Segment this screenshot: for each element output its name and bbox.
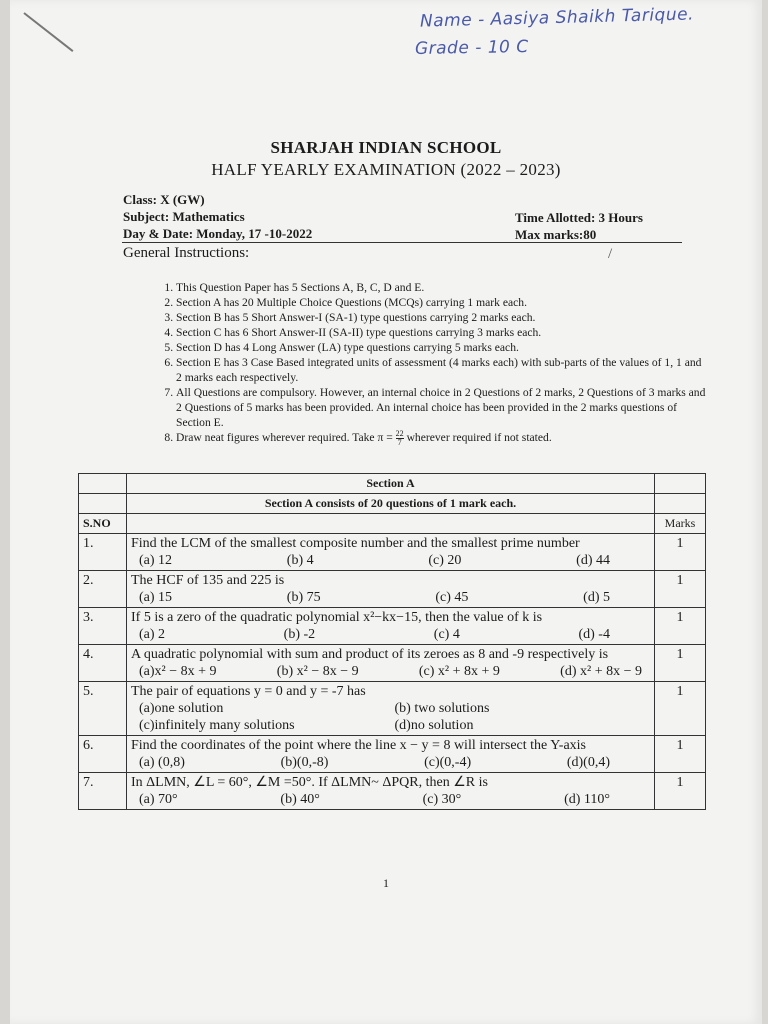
instruction-item: 4. Section C has 6 Short Answer-II (SA-II) type questions carrying 3 marks each. (176, 325, 706, 340)
options-row (131, 589, 650, 606)
question-number: 3. (79, 608, 127, 645)
option: (d) 44 (576, 553, 610, 568)
handwritten-grade: Grade - 10 C (414, 37, 529, 59)
question-marks: 1 (655, 608, 706, 645)
instruction-item: 2. Section A has 20 Multiple Choice Questions (MCQs) carrying 1 mark each. (176, 295, 706, 310)
options-row (131, 663, 650, 680)
instruction-item: 5. Section D has 4 Long Answer (LA) type questions carrying 5 marks each. (176, 340, 706, 355)
header-blank (127, 514, 655, 534)
instruction-8-text: Draw neat figures wherever required. Take π = (176, 431, 393, 445)
option: (d)(0,4) (566, 755, 610, 770)
question-cell (127, 571, 655, 608)
options-row (131, 791, 650, 808)
class-label: Class: X (GW) (123, 192, 205, 207)
question-marks: 1 (655, 571, 706, 608)
section-subtitle: Section A consists of 20 questions of 1 mark each. (127, 494, 655, 514)
school-name: SHARJAH INDIAN SCHOOL (270, 138, 502, 157)
option: (b) 75 (286, 590, 321, 605)
option: (b) x² − 8x − 9 (276, 664, 359, 679)
pi-fraction (396, 430, 404, 447)
time-allotted: Time Allotted: 3 Hours (515, 210, 643, 225)
question-row (79, 608, 706, 645)
option: (d) 110° (564, 792, 610, 807)
option: (c) x² + 8x + 9 (418, 664, 500, 679)
question-text: In ΔLMN, ∠L = 60°, ∠M =50°. If ΔLMN~ ΔPQR, then ∠R is (131, 775, 488, 790)
section-a-table (78, 473, 706, 810)
option: (c)(0,-4) (424, 755, 472, 770)
option: (d) 5 (583, 590, 610, 605)
option: (c) 30° (422, 792, 462, 807)
question-text: If 5 is a zero of the quadratic polynomial x²−kx−15, then the value of k is (131, 610, 543, 625)
instruction-item: 3. Section B has 5 Short Answer-I (SA-1) type questions carrying 2 marks each. (176, 310, 706, 325)
question-marks: 1 (655, 645, 706, 682)
header-blank (655, 494, 706, 514)
option: (c)infinitely many solutions (139, 718, 295, 733)
marks-header: Marks (655, 514, 706, 534)
question-number: 6. (79, 736, 127, 773)
question-cell (127, 682, 655, 736)
question-cell (127, 773, 655, 810)
sno-header: S.NO (79, 514, 127, 534)
question-row (79, 645, 706, 682)
question-row (79, 773, 706, 810)
instruction-8-tail: wherever required if not stated. (406, 431, 552, 445)
option: (a)one solution (139, 701, 224, 716)
options-grid (131, 700, 650, 734)
question-number: 1. (79, 534, 127, 571)
option: (a) 12 (139, 553, 173, 568)
instruction-item: 6. Section E has 3 Case Based integrated units of assessment (4 marks each) with sub-parts of the values of 1, 1 and 2 marks each respectively. (176, 355, 706, 385)
question-text: Find the LCM of the smallest composite number and the smallest prime number (131, 536, 580, 551)
option: (a) (0,8) (139, 755, 185, 770)
header-blank (79, 494, 127, 514)
pen-stroke (23, 12, 73, 52)
exam-paper (10, 0, 762, 1024)
instruction-item: 1. This Question Paper has 5 Sections A, B, C, D and E. (176, 280, 706, 295)
question-marks: 1 (655, 682, 706, 736)
subject-label: Subject: Mathematics (123, 209, 245, 224)
option: (b) 40° (280, 792, 320, 807)
fraction-numerator: 22 (395, 429, 404, 438)
question-marks: 1 (655, 534, 706, 571)
option: (c) 45 (435, 590, 469, 605)
max-marks: Max marks:80 (515, 227, 597, 242)
question-row (79, 534, 706, 571)
question-cell (127, 736, 655, 773)
option: (a) 2 (139, 627, 166, 642)
question-text: Find the coordinates of the point where the line x − y = 8 will intersect the Y-axis (131, 738, 586, 753)
option: (a) 70° (139, 792, 178, 807)
options-row (131, 552, 650, 569)
question-row (79, 736, 706, 773)
general-instructions-heading: General Instructions: (123, 245, 250, 261)
question-number: 5. (79, 682, 127, 736)
question-text: The pair of equations y = 0 and y = -7 has (131, 684, 366, 699)
question-number: 2. (79, 571, 127, 608)
option: (b)(0,-8) (280, 755, 329, 770)
option: (b) two solutions (394, 701, 490, 716)
option: (b) -2 (283, 627, 316, 642)
question-cell (127, 608, 655, 645)
option: (d) -4 (578, 627, 610, 642)
instructions-list (150, 280, 706, 447)
question-cell (127, 645, 655, 682)
option: (d)no solution (394, 718, 474, 733)
options-row (131, 754, 650, 771)
page-number: 1 (383, 876, 389, 890)
section-title: Section A (127, 474, 655, 494)
option: (d) x² + 8x − 9 (560, 664, 642, 679)
question-marks: 1 (655, 773, 706, 810)
question-text: A quadratic polynomial with sum and product of its zeroes as 8 and -9 respectively is (131, 647, 609, 662)
question-marks: 1 (655, 736, 706, 773)
exam-title: HALF YEARLY EXAMINATION (2022 – 2023) (211, 160, 561, 179)
question-row (79, 571, 706, 608)
day-date-label: Day & Date: Monday, 17 -10-2022 (123, 226, 313, 241)
instruction-item: 7. All Questions are compulsory. However, an internal choice in 2 Questions of 2 marks, 2 Questions of 3 marks and 2 Questions of 5 marks has been provided. An internal choice has been provided in the 2 marks questions of Section E. (176, 385, 706, 430)
handwritten-name: Name - Aasiya Shaikh Tarique. (419, 4, 695, 32)
option: (a) 15 (139, 590, 173, 605)
option: (c) 4 (433, 627, 460, 642)
fraction-denominator: 7 (397, 438, 402, 447)
pen-mark: / (608, 246, 613, 262)
header-divider (122, 242, 682, 243)
question-number: 4. (79, 645, 127, 682)
question-text: The HCF of 135 and 225 is (131, 573, 285, 588)
question-number: 7. (79, 773, 127, 810)
instruction-item (176, 430, 706, 447)
header-blank (655, 474, 706, 494)
options-row (131, 626, 650, 643)
header-blank (79, 474, 127, 494)
option: (c) 20 (428, 553, 462, 568)
question-cell (127, 534, 655, 571)
option: (b) 4 (286, 553, 314, 568)
option: (a)x² − 8x + 9 (139, 664, 217, 679)
question-row (79, 682, 706, 736)
